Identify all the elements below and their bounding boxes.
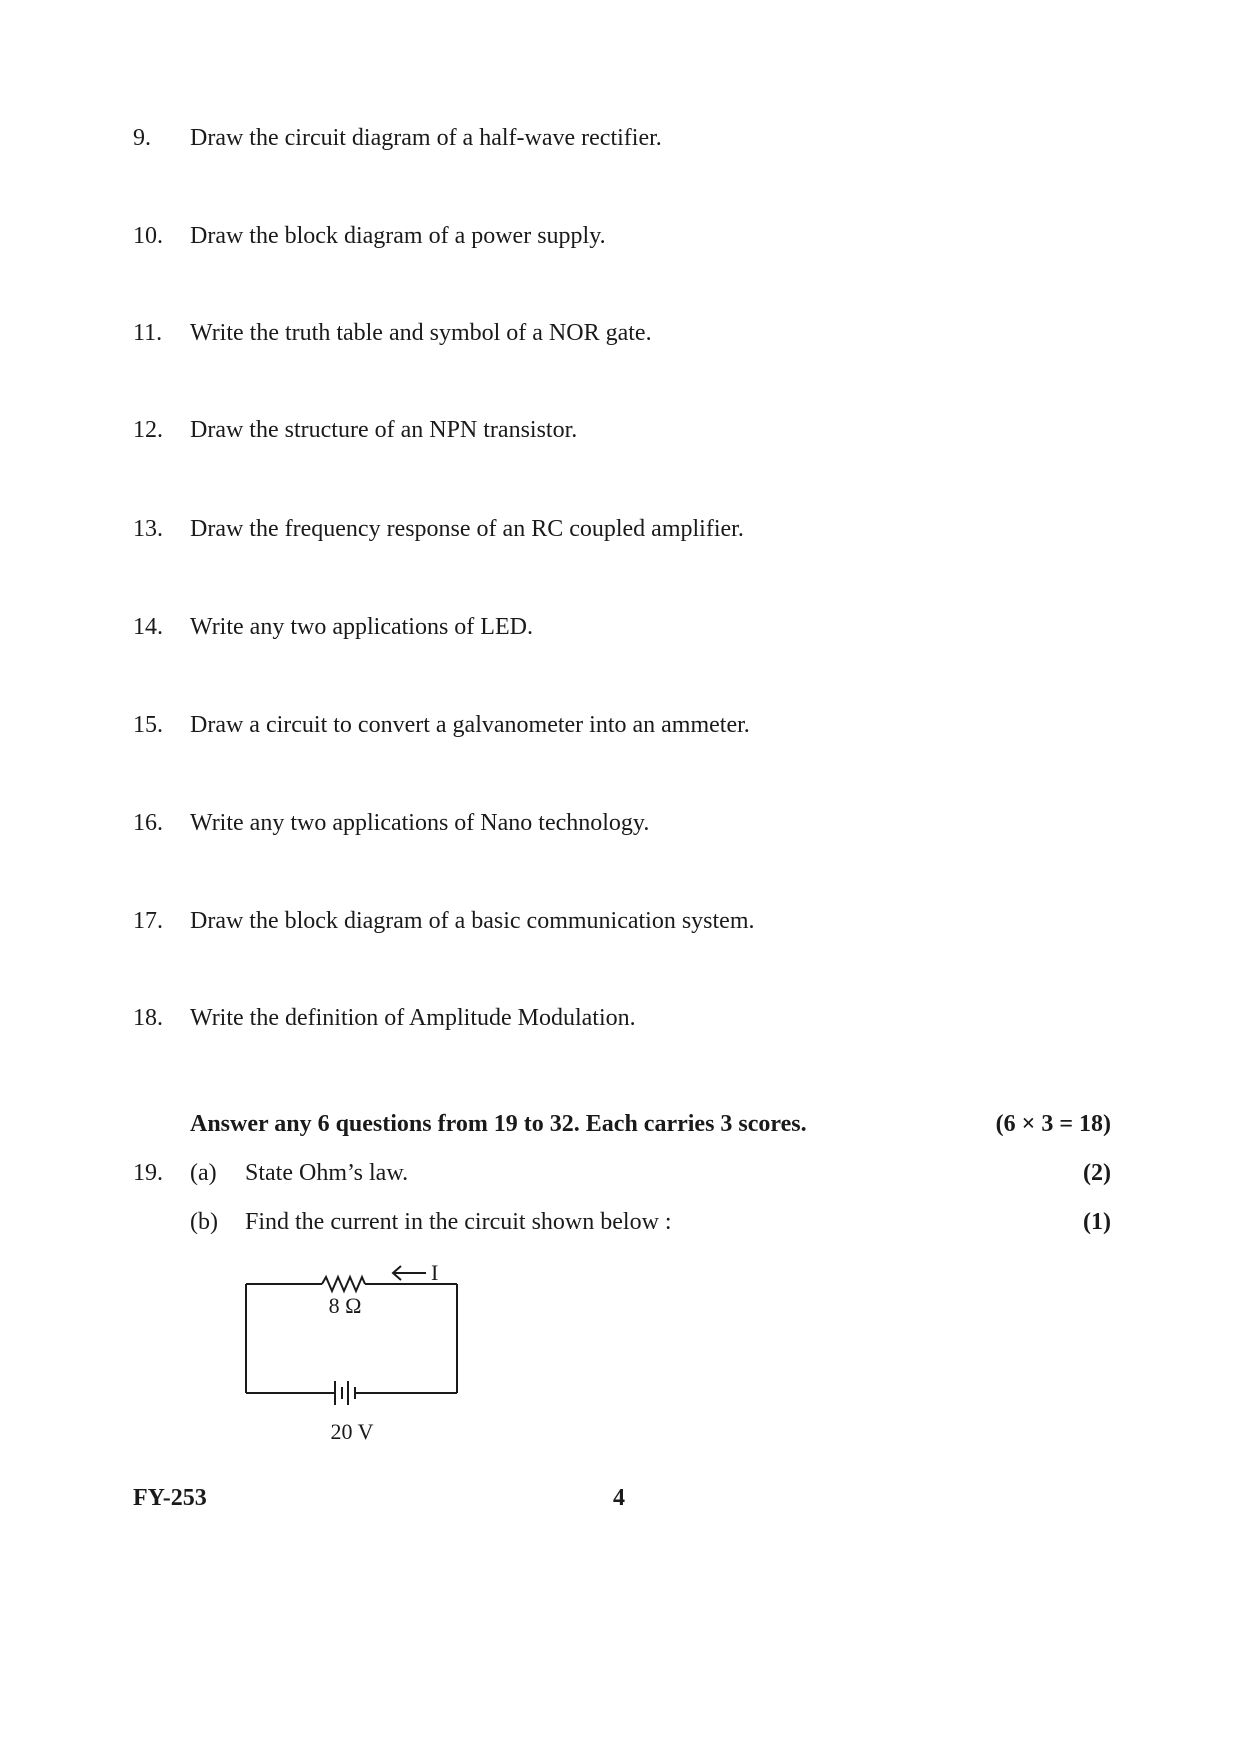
resistor-symbol xyxy=(322,1277,365,1291)
question-number: 11. xyxy=(133,320,163,346)
question-number: 9. xyxy=(133,125,151,151)
question-19-number: 19. xyxy=(133,1160,163,1186)
question-text: Draw the structure of an NPN transistor. xyxy=(190,417,578,443)
question-19b-text: Find the current in the circuit shown below : xyxy=(245,1209,672,1235)
question-text: Draw the block diagram of a power supply. xyxy=(190,223,606,249)
resistor-label: 8 Ω xyxy=(328,1293,362,1318)
section-instruction: Answer any 6 questions from 19 to 32. Each carries 3 scores. xyxy=(190,1111,807,1137)
question-number: 17. xyxy=(133,908,163,934)
question-number: 15. xyxy=(133,712,163,738)
question-number: 14. xyxy=(133,614,163,640)
circuit-diagram xyxy=(230,1255,470,1445)
question-text: Write any two applications of Nano technology. xyxy=(190,810,650,836)
question-text: Write the truth table and symbol of a NOR gate. xyxy=(190,320,652,346)
question-14 xyxy=(133,612,533,642)
question-11 xyxy=(133,318,652,348)
question-19a-text: State Ohm’s law. xyxy=(245,1160,409,1186)
question-17 xyxy=(133,906,755,936)
question-text: Draw a circuit to convert a galvanometer into an ammeter. xyxy=(190,712,750,738)
question-19b-label: (b) xyxy=(190,1209,218,1235)
question-text: Write any two applications of LED. xyxy=(190,614,533,640)
question-number: 16. xyxy=(133,810,163,836)
section-marks: (6 × 3 = 18) xyxy=(995,1111,1111,1137)
question-text: Write the definition of Amplitude Modulation. xyxy=(190,1005,636,1031)
question-16 xyxy=(133,808,649,838)
question-19a-label: (a) xyxy=(190,1160,217,1186)
question-19b-marks: (1) xyxy=(1083,1209,1111,1235)
question-number: 13. xyxy=(133,516,163,542)
question-text: Draw the frequency response of an RC coupled amplifier. xyxy=(190,516,744,542)
question-18 xyxy=(133,1003,636,1033)
question-number: 10. xyxy=(133,223,163,249)
question-text: Draw the block diagram of a basic communication system. xyxy=(190,908,755,934)
question-19a-marks: (2) xyxy=(1083,1160,1111,1186)
current-label: I xyxy=(431,1260,439,1285)
question-13 xyxy=(133,514,744,544)
page-number: 4 xyxy=(613,1485,625,1511)
question-number: 18. xyxy=(133,1005,163,1031)
question-10 xyxy=(133,221,606,251)
question-9 xyxy=(133,123,662,153)
paper-code: FY-253 xyxy=(133,1485,207,1511)
battery-label: 20 V xyxy=(330,1419,374,1444)
question-12 xyxy=(133,415,577,445)
question-number: 12. xyxy=(133,417,163,443)
question-15 xyxy=(133,710,750,740)
question-text: Draw the circuit diagram of a half-wave rectifier. xyxy=(190,125,662,151)
